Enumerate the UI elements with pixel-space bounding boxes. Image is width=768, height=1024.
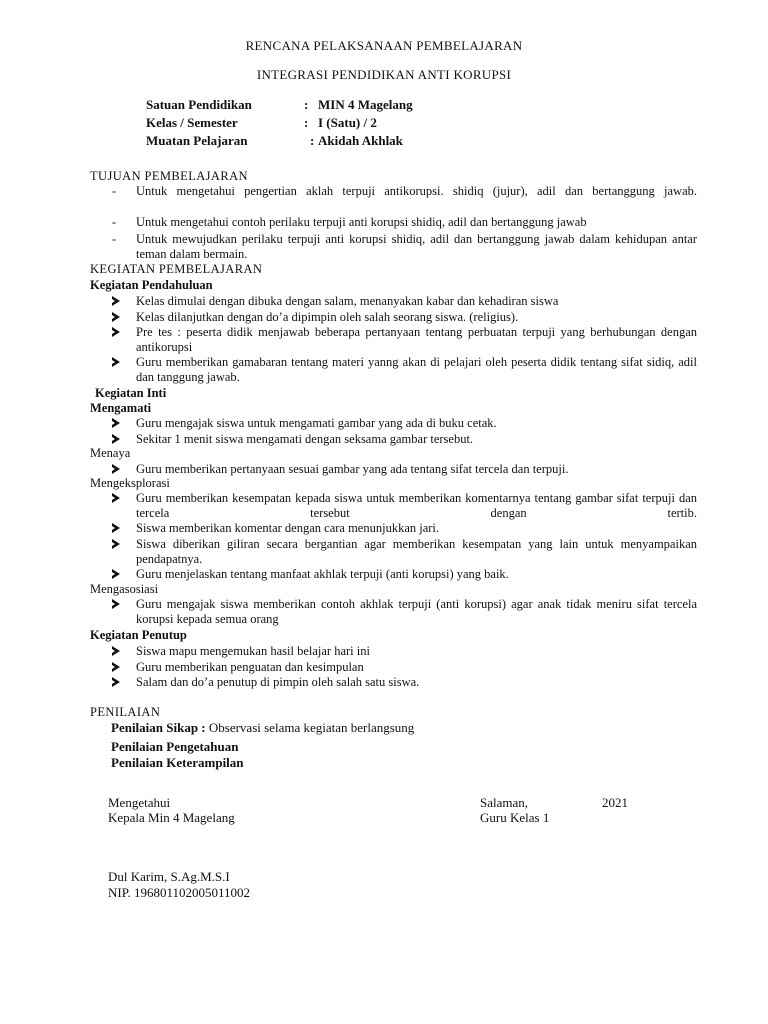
dash-bullet: - bbox=[112, 215, 117, 229]
signature-name: Dul Karim, S.Ag.M.S.I bbox=[108, 869, 230, 884]
subheading-mengeksplorasi: Mengeksplorasi bbox=[90, 476, 170, 490]
dash-bullet: - bbox=[112, 232, 117, 246]
document-title: RENCANA PELAKSANAAN PEMBELAJARAN bbox=[245, 38, 523, 53]
list-item bbox=[112, 215, 697, 230]
arrow-bullet-icon bbox=[112, 464, 120, 474]
list-item-text: Salam dan do’a penutup di pimpin oleh salah satu siswa. bbox=[136, 675, 420, 689]
list-item bbox=[112, 462, 697, 477]
penilaian-sikap bbox=[111, 720, 414, 735]
list-item-text: Guru menjelaskan tentang manfaat akhlak terpuji (anti korupsi) yang baik. bbox=[136, 567, 509, 581]
document-subtitle: INTEGRASI PENDIDIKAN ANTI KORUPSI bbox=[256, 67, 512, 82]
arrow-bullet-icon bbox=[112, 327, 120, 337]
signature-nip: NIP. 196801102005011002 bbox=[108, 885, 251, 900]
subheading-mengamati: Mengamati bbox=[90, 401, 152, 415]
signature-left-line1: Mengetahui bbox=[108, 795, 171, 810]
list-item-text: Guru memberikan pertanyaan sesuai gambar yang ada tentang sifat tercela dan terpuji. bbox=[136, 462, 569, 476]
info-value: I (Satu) / 2 bbox=[318, 115, 377, 130]
list-item bbox=[112, 537, 697, 567]
subheading-inti: Kegiatan Inti bbox=[95, 386, 167, 400]
list-item-text: Kelas dimulai dengan dibuka dengan salam, menanyakan kabar dan kehadiran siswa bbox=[136, 294, 559, 308]
arrow-bullet-icon bbox=[112, 493, 120, 503]
section-heading-tujuan: TUJUAN PEMBELAJARAN bbox=[90, 169, 248, 183]
info-label: Satuan Pendidikan bbox=[146, 97, 252, 112]
list-item bbox=[112, 567, 697, 582]
section-heading-penilaian: PENILAIAN bbox=[90, 705, 161, 719]
signature-right-line2: Guru Kelas 1 bbox=[480, 810, 550, 825]
list-item-text: Untuk mengetahui pengertian aklah terpuji antikorupsi. shidiq (jujur), adil dan bertanggung jawab. bbox=[136, 184, 697, 198]
arrow-bullet-icon bbox=[112, 539, 120, 549]
list-item-text: Pre tes : peserta didik menjawab beberapa pertanyaan tentang perbuatan terpuji yang berhubungan dengan antikorupsi bbox=[136, 325, 697, 354]
arrow-bullet-icon bbox=[112, 677, 120, 687]
list-item bbox=[112, 675, 697, 690]
list-item-text: Guru mengajak siswa untuk mengamati gambar yang ada di buku cetak. bbox=[136, 416, 497, 430]
list-item bbox=[112, 184, 697, 199]
subheading-penutup: Kegiatan Penutup bbox=[90, 628, 187, 642]
list-item-text: Untuk mengetahui contoh perilaku terpuji anti korupsi shidiq, adil dan bertanggung jawab bbox=[136, 215, 587, 229]
info-value: Akidah Akhlak bbox=[318, 133, 403, 148]
list-item-text: Guru mengajak siswa memberikan contoh akhlak terpuji (anti korupsi) agar anak tidak meniru sifat tercela korupsi kepada semua orang bbox=[136, 597, 697, 626]
arrow-bullet-icon bbox=[112, 312, 120, 322]
list-item bbox=[112, 232, 697, 262]
info-label: Muatan Pelajaran bbox=[146, 133, 248, 148]
list-item bbox=[112, 491, 697, 521]
signature-left-line2: Kepala Min 4 Magelang bbox=[108, 810, 235, 825]
section-heading-kegiatan: KEGIATAN PEMBELAJARAN bbox=[90, 262, 263, 276]
arrow-bullet-icon bbox=[112, 357, 120, 367]
signature-year: 2021 bbox=[602, 795, 628, 810]
list-item-text: Untuk mewujudkan perilaku terpuji anti korupsi shidiq, adil dan bertanggung jawab dalam kehidupan antar teman dalam bermain. bbox=[136, 232, 697, 261]
arrow-bullet-icon bbox=[112, 523, 120, 533]
info-separator: : bbox=[310, 133, 315, 148]
list-item bbox=[112, 325, 697, 355]
penilaian-sikap-value: Observasi selama kegiatan berlangsung bbox=[205, 720, 415, 735]
arrow-bullet-icon bbox=[112, 662, 120, 672]
list-item-text: Kelas dilanjutkan dengan do’a dipimpin oleh salah seorang siswa. (religius). bbox=[136, 310, 519, 324]
subheading-mengasosiasi: Mengasosiasi bbox=[90, 582, 159, 596]
list-item-text: Siswa diberikan giliran secara bergantian agar memberikan kesempatan yang lain untuk menyampaikan pendapatnya. bbox=[136, 537, 697, 566]
info-separator: : bbox=[304, 115, 309, 130]
penilaian-sikap-label: Penilaian Sikap : bbox=[111, 720, 206, 735]
arrow-bullet-icon bbox=[112, 599, 120, 609]
list-item bbox=[112, 597, 697, 627]
list-item-text: Siswa memberikan komentar dengan cara menunjukkan jari. bbox=[136, 521, 440, 535]
info-value: MIN 4 Magelang bbox=[318, 97, 413, 112]
arrow-bullet-icon bbox=[112, 296, 120, 306]
info-label: Kelas / Semester bbox=[146, 115, 238, 130]
list-item bbox=[112, 294, 697, 309]
list-item bbox=[112, 310, 697, 325]
list-item bbox=[112, 416, 697, 431]
arrow-bullet-icon bbox=[112, 418, 120, 428]
signature-place: Salaman, bbox=[480, 795, 529, 810]
dash-bullet: - bbox=[112, 184, 117, 198]
arrow-bullet-icon bbox=[112, 569, 120, 579]
list-item bbox=[112, 521, 697, 536]
list-item-text: Siswa mapu mengemukan hasil belajar hari ini bbox=[136, 644, 370, 658]
penilaian-keterampilan: Penilaian Keterampilan bbox=[111, 755, 244, 770]
list-item-text: Guru memberikan gamabaran tentang materi yanng akan di pelajari oleh peserta didik tentang sifat sidiq, adil dan tanggung jawab. bbox=[136, 355, 697, 384]
subheading-menanya: Menaya bbox=[90, 446, 131, 460]
subheading-pendahuluan: Kegiatan Pendahuluan bbox=[90, 278, 213, 292]
list-item-text: Guru memberikan penguatan dan kesimpulan bbox=[136, 660, 364, 674]
list-item bbox=[112, 644, 697, 659]
list-item bbox=[112, 432, 697, 447]
list-item-text: Sekitar 1 menit siswa mengamati dengan seksama gambar tersebut. bbox=[136, 432, 474, 446]
penilaian-pengetahuan: Penilaian Pengetahuan bbox=[111, 739, 239, 754]
info-separator: : bbox=[304, 97, 309, 112]
list-item bbox=[112, 660, 697, 675]
arrow-bullet-icon bbox=[112, 434, 120, 444]
list-item bbox=[112, 355, 697, 385]
arrow-bullet-icon bbox=[112, 646, 120, 656]
list-item-text: Guru memberikan kesempatan kepada siswa untuk memberikan komentarnya tentang gambar sifat terpuji dan tercela tersebut dengan tertib. bbox=[136, 491, 697, 520]
